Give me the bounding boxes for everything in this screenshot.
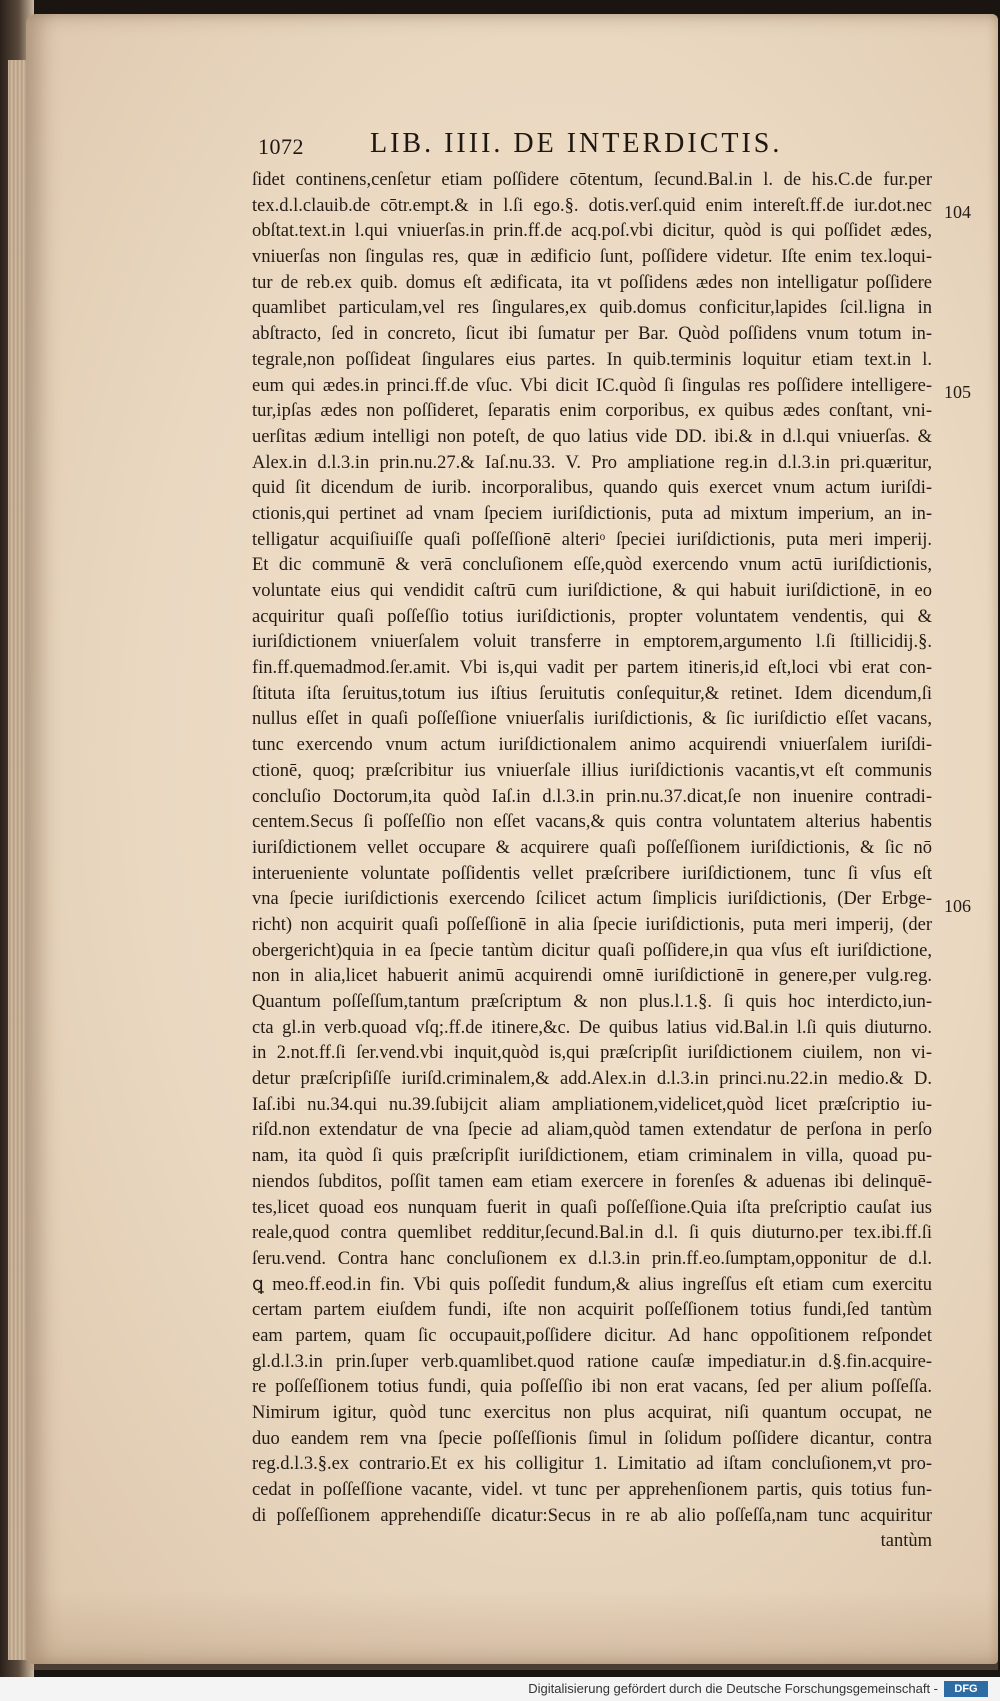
text-line: concluſio Doctorum,ita quòd Iaſ.in d.l.3.in prin.nu.37.dicat,ſe non inuenire contradi- [252,786,932,807]
text-line: acquiritur quaſi poſſeſſio totius iuriſdictionis, propter voluntatem vendentis, qui & [252,606,932,627]
text-line: richt) non acquirit quaſi poſſeſſionē in alia ſpecie iuriſdictionis, puta meri imperij, (der [252,914,932,935]
text-line: iuriſdictionem vellet occupare & acquirere quaſi poſſeſſionem iuriſdictionis, & ſic nō [252,837,932,858]
body-text [252,168,932,1555]
margin-note-104: 104 [944,202,971,222]
text-line: detur præſcripſiſſe iuriſd.criminalem,& add.Alex.in d.l.3.in princi.nu.22.in medio.& D. [252,1069,932,1090]
text-line: cedat in poſſeſſione vacante, videl. vt tunc per apprehenſionem partis, quis totius fun- [252,1480,932,1501]
text-line: niendos ſubditos, poſſit tamen eam etiam exercere in forenſes & aduenas ibi delinquē- [252,1171,932,1192]
text-line: obſtat.text.in l.qui vniuerſas.in prin.ff.de acq.poſ.vbi dicitur, quòd is qui poſſidet ædes, [252,221,932,242]
text-line: interueniente voluntate poſſidentis vellet præſcribere iuriſdictionem, tunc ſi vſus eſt [252,863,932,884]
text-line: Quantum poſſeſſum,tantum præſcriptum & non plus.l.1.§. ſi quis hoc interdicto,iun- [252,992,932,1012]
dfg-logo: DFG [944,1681,988,1697]
text-line: voluntate eius qui vendidit caſtrū cum iuriſdictione, & qui habuit iuriſdictionē, in eo [252,581,932,601]
footer-credit: Digitalisierung gefördert durch die Deutsche Forschungsgemeinschaft - [528,1681,938,1696]
text-line: ctionē, quoq; præſcribitur ius vniuerſale illius iuriſdictionis vacantis,vt eſt communis [252,760,932,781]
text-line: tunc exercendo vnum actum iuriſdictionalem animo acquirendi vniuerſalem iuriſdi- [252,735,932,756]
text-line: centem.Secus ſi poſſeſſio non eſſet vacans,& quis contra voluntatem alterius habentis [252,812,932,833]
page-number: 1072 [258,134,304,159]
text-line: abſtracto, ſed in concreto, ſicut ibi ſumatur per Bar. Quòd poſſidens vnum totum in- [252,324,932,345]
text-line: non in alia,licet habuerit animū acquirendi omnē iuriſdictionē in genere,per vulg.reg. [252,966,932,987]
text-line: vniuerſas non ſingulas res, quæ in ædificio ſunt, poſſidere videtur. Iſte enim tex.loqui- [252,247,932,268]
margin-note-106: 106 [944,896,971,916]
page-bottom-shade [26,1590,998,1670]
text-line: reale,quod contra quemlibet redditur,ſecund.Bal.in d.l. ſi quis diuturno.per tex.ibi.ff.ſi [252,1223,932,1244]
text-line: tur de reb.ex quib. domus eſt ædificata, ita vt poſſidens ædes non intelligatur poſſidere [252,272,932,293]
text-line: eum qui ædes.in princi.ff.de vſuc. Vbi dicit IC.quòd ſi ſingulas res poſſidere intelligere- [252,375,932,396]
text-line: ſidet continens,cenſetur etiam poſſidere cōtentum, ſecund.Bal.in l. de his.C.de fur.per [252,170,932,190]
text-line: Et dic communē & verā concluſionem eſſe,quòd exercendo vnum actū iuriſdictionis, [252,555,932,576]
text-line: nam, ita quòd ſi quis præſcripſit iuriſdictionem, etiam criminalem in villa, quoad pu- [252,1146,932,1167]
text-line: ꝗ meo.ff.eod.in fin. Vbi quis poſſedit fundum,& alius ingreſſus eſt etiam cum exercitu [252,1274,932,1295]
running-title: LIB. IIII. DE INTERDICTIS. [370,128,783,159]
page-stack-edge [8,60,28,1660]
text-line: in 2.not.ff.ſi ſer.vend.vbi inquit,quòd is,qui præſcripſit iuriſdictionem ciuilem, non vi- [252,1043,932,1064]
text-line: telligatur acquiſiuiſſe quaſi poſſeſſionē alteriᵒ ſpeciei iuriſdictionis, puta meri imperij. [252,529,932,550]
text-line: ſeru.vend. Contra hanc concluſionem ex d.l.3.in prin.ff.eo.ſumptam,opponitur de d.l. [252,1248,932,1269]
text-line: Iaſ.ibi nu.34.qui nu.39.ſubijcit aliam ampliationem,videlicet,quòd licet præſcriptio iu- [252,1094,932,1115]
text-line: obergericht)quia in ea ſpecie tantùm dicitur quaſi poſſidere,in qua vſus eſt iuriſdictione, [252,940,932,961]
text-line: vna ſpecie iuriſdictionis exercendo ſcilicet actum ſimplicis iuriſdictionis, (Der Erbge- [252,889,932,910]
text-line: fin.ff.quemadmod.ſer.amit. Vbi is,qui vadit per partem itineris,id eſt,loci vbi erat con- [252,658,932,679]
text-line: nullus eſſet in quaſi poſſeſſione vniuerſalis iuriſdictionis, & ſic iuriſdictio eſſet vacans, [252,709,932,730]
margin-note-105: 105 [944,382,971,402]
text-line: ctionis,qui pertinet ad vnam ſpeciem iuriſdictionis, puta ad mixtum imperium, an in- [252,503,932,524]
text-line: quid ſit dicendum de iurib. incorporalibus, quando quis exercet vnum actum iuriſdi- [252,478,932,499]
text-line: certam partem eiuſdem fundi, iſte non acquirit poſſeſſionem totius fundi,ſed tantùm [252,1300,932,1321]
text-line: ſtituta iſta ſeruitus,totum ius iſtius ſeruitutis conſequitur,& retinet. Idem dicendum,ſi [252,683,932,704]
text-line: quamlibet particulam,vel res ſingulares,ex quib.domus conficitur,lapides ſcil.ligna in [252,298,932,319]
text-line: uerſitas ædium intelligi non poteſt, de quo latius vide DD. ibi.& in d.l.qui vniuerſas. & [252,426,932,447]
text-line: tur,ipſas ædes non poſſideret, ſeparatis enim corporibus, ex quibus ædes conſtant, vni- [252,401,932,422]
text-line: reg.d.l.3.§.ex contrario.Et ex his colligitur 1. Limitatio ad iſtam concluſionem,vt pro- [252,1454,932,1475]
text-line: cta gl.in verb.quoad vſq;.ff.de itinere,&c. De quibus latius vid.Bal.in l.ſi quis diuturno. [252,1017,932,1038]
digitization-footer [0,1677,1000,1701]
page-header [258,128,818,168]
text-line: duo eandem rem vna ſpecie poſſeſſionis ſimul in ſolidum poſſidere dicantur, contra [252,1428,932,1449]
text-line: riſd.non extendatur de vna ſpecie ad aliam,quòd tamen extendatur de perſona in perſo [252,1120,932,1141]
text-line: Alex.in d.l.3.in prin.nu.27.& Iaſ.nu.33. V. Pro ampliatione reg.in d.l.3.in pri.quæritur, [252,452,932,473]
text-line: tantùm [880,1531,932,1552]
text-line: eam partem, quam ſic occupauit,poſſidere dicitur. Ad hanc oppoſitionem reſpondet [252,1325,932,1346]
text-line: tegrale,non poſſideat ſingulares eius partes. In quib.terminis loquitur etiam text.in l. [252,349,932,370]
text-line: tes,licet quoad eos nunquam fuerit in quaſi poſſeſſione.Quia iſta preſcriptio cauſat ius [252,1197,932,1218]
text-line: re poſſeſſionem totius fundi, quia poſſeſſio ibi non erat vacans, ſed per alium poſſeſſa. [252,1377,932,1398]
text-line: gl.d.l.3.in prin.ſuper verb.quamlibet.quod ratione cauſæ impediatur.in d.§.fin.acquire- [252,1351,932,1372]
text-line: iuriſdictionem vniuerſalem voluit transferre in emptorem,argumento l.ſi ſtillicidij.§. [252,632,932,653]
text-line: tex.d.l.clauib.de cōtr.empt.& in l.ſi ego.§. dotis.verſ.quid enim intereſt.ff.de iur.dot.nec [252,195,932,216]
text-line: di poſſeſſionem apprehendiſſe dicatur:Secus in re ab alio poſſeſſa,nam tunc acquiritur [252,1505,932,1526]
text-line: Nimirum igitur, quòd tunc exercitus non plus acquirat, niſi quantum occupat, ne [252,1403,932,1423]
